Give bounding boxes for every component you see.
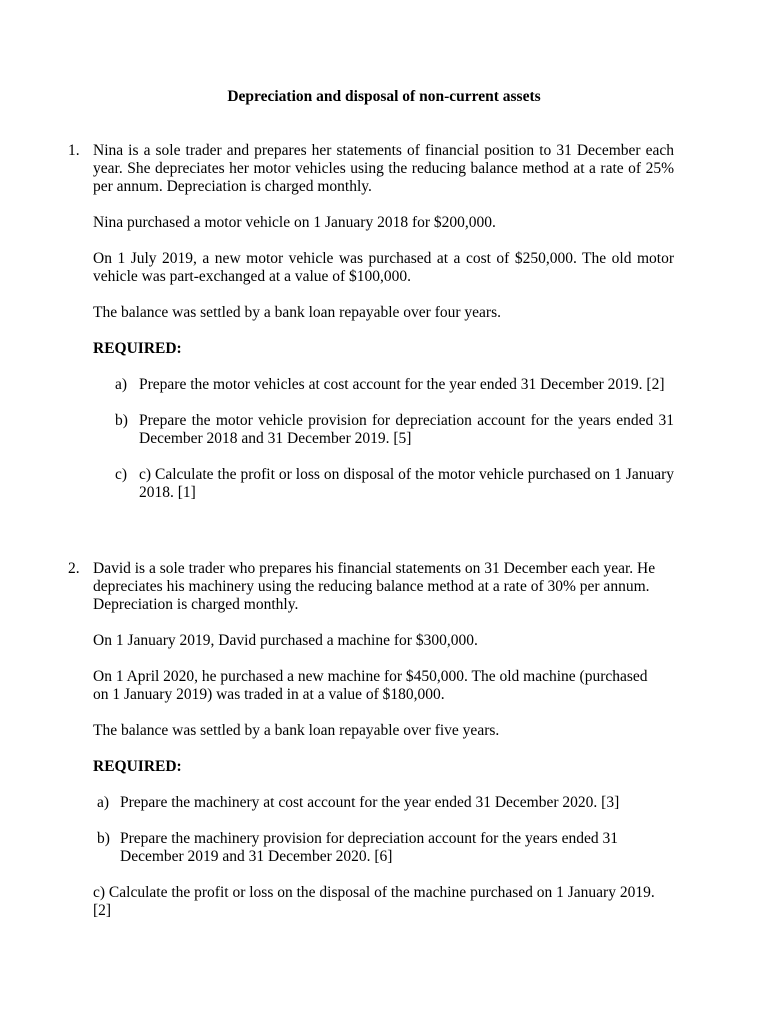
sub-question-text: c) Calculate the profit or loss on disposal of the motor vehicle purchased on 1 January 2018. [1] [139, 466, 674, 501]
question-paragraph: On 1 January 2019, David purchased a machine for $300,000. [93, 632, 478, 649]
question-body [93, 560, 663, 938]
question-paragraph: The balance was settled by a bank loan repayable over five years. [93, 722, 500, 739]
sub-question-b [93, 412, 674, 448]
question-paragraph: On 1 July 2019, a new motor vehicle was purchased at a cost of $250,000. The old motor vehicle was part-exchanged at a value of $100,000. [93, 250, 674, 285]
sub-question-label: a) [97, 794, 110, 811]
sub-question-text: Prepare the motor vehicles at cost account for the year ended 31 December 2019. [2] [139, 376, 665, 393]
question-intro: David is a sole trader who prepares his financial statements on 31 December each year. He depreciates his machinery using the reducing balance method at a rate of 30% per annum. Depreciation is charged monthly. [93, 560, 656, 613]
question-number: 2. [68, 560, 80, 577]
sub-question-a [93, 376, 674, 394]
sub-question-label: a) [115, 376, 128, 393]
sub-question-text: Prepare the motor vehicle provision for depreciation account for the years ended 31 December 2018 and 31 December 2019. [5] [139, 412, 674, 447]
sub-question-label: b) [115, 412, 128, 429]
sub-question-b [93, 830, 663, 866]
question-body [93, 142, 674, 520]
sub-question-text: Prepare the machinery provision for depreciation account for the years ended 31 December 2019 and 31 December 2020. [6] [120, 830, 618, 865]
question-intro: Nina is a sole trader and prepares her statements of financial position to 31 December each year. She depreciates her motor vehicles using the reducing balance method at a rate of 25% per annum. Depreciation is charged monthly. [93, 142, 674, 195]
question-paragraph: The balance was settled by a bank loan repayable over four years. [93, 304, 501, 321]
sub-question-label: b) [97, 830, 110, 847]
question-paragraph: On 1 April 2020, he purchased a new machine for $450,000. The old machine (purchased on 1 January 2019) was traded in at a value of $180,000. [93, 668, 648, 703]
question-paragraph: Nina purchased a motor vehicle on 1 January 2018 for $200,000. [93, 214, 496, 231]
sub-question-text: Prepare the machinery at cost account for the year ended 31 December 2020. [3] [120, 794, 620, 811]
question-number: 1. [68, 142, 80, 159]
sub-question-c [93, 466, 674, 502]
required-heading: REQUIRED: [93, 340, 182, 357]
sub-question-a [93, 794, 663, 812]
page-title: Depreciation and disposal of non-current assets [227, 88, 541, 105]
sub-question-c: c) Calculate the profit or loss on the disposal of the machine purchased on 1 January 2019. [2] [93, 884, 655, 919]
required-heading: REQUIRED: [93, 758, 182, 775]
sub-question-label: c) [115, 466, 128, 483]
